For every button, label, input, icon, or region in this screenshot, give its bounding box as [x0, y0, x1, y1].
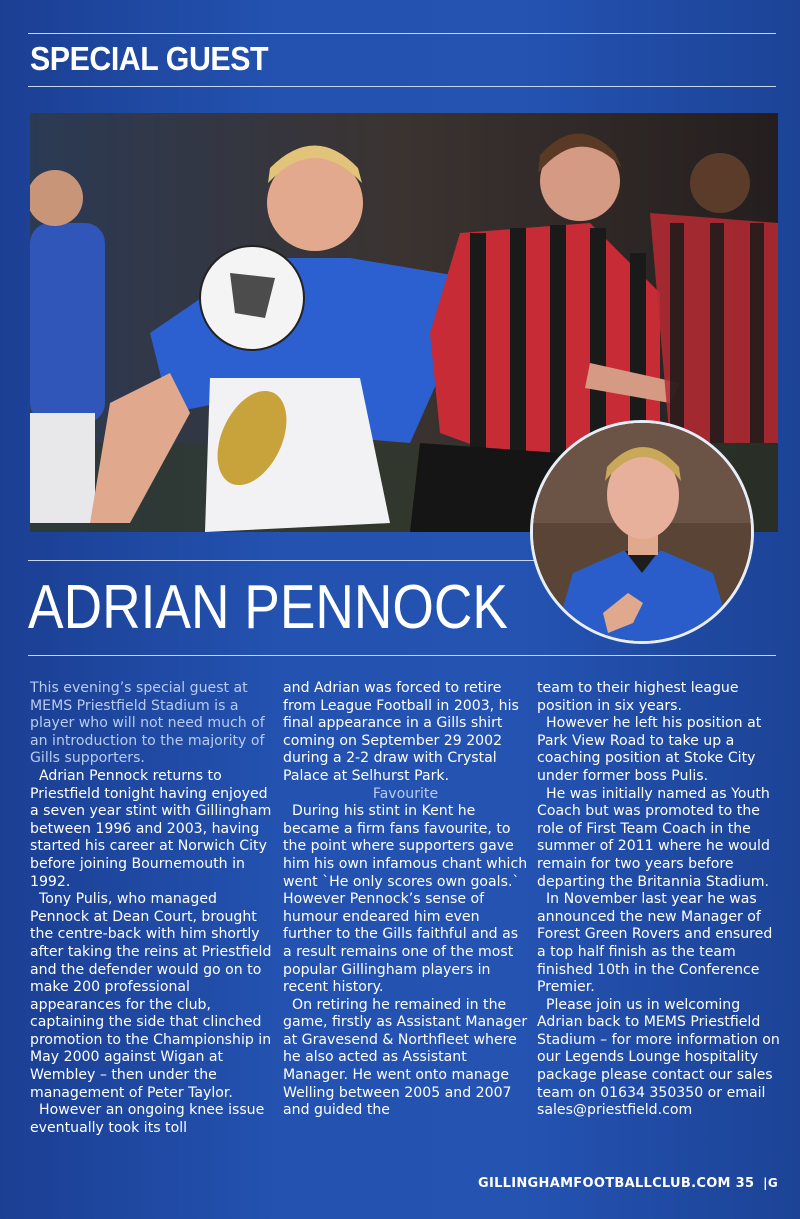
section-title: SPECIAL GUEST: [30, 40, 269, 77]
body-paragraph: and Adrian was forced to retire from League Football in 2003, his final appearance in a Gills shirt coming on September 29 2002 during a 2-2 draw with Crystal Palace at Selhurst Park.: [283, 680, 519, 784]
page-number: 35: [735, 1176, 755, 1191]
section-rule: [28, 86, 776, 87]
headline: ADRIAN PENNOCK: [28, 573, 508, 642]
top-rule: [28, 33, 776, 34]
footer-site: GILLINGHAMFOOTBALLCLUB.COM: [477, 1176, 731, 1191]
body-paragraph: During his stint in Kent he became a firm fans favourite, to the point where supporters gave him his own infamous chant which went `He only scores own goals.` However Pennock’s sense of humour endeared him even further to the Gills faithful and as a result remains one of the most popular Gillingham players in recent history.: [283, 803, 528, 996]
page-footer: [478, 1176, 778, 1191]
body-paragraph: In November last year he was announced the new Manager of Forest Green Rovers and ensured a top half finish as the team finished 10th in the Conference Premier.: [537, 891, 773, 996]
article-column-1: [30, 680, 275, 1137]
headline-bottom-rule: [28, 655, 776, 656]
body-paragraph: Tony Pulis, who managed Pennock at Dean Court, brought the centre-back with him shortly after taking the reins at Priestfield and the defender would go on to make 200 professional appearances for the club, captaining the side that clinched promotion to the Championship in May 2000 against Wigan at Wembley – then under the management of Peter Taylor.: [30, 891, 272, 1101]
body-paragraph: team to their highest league position in six years.: [537, 680, 739, 714]
club-logo-icon: |G: [763, 1176, 778, 1190]
headline-top-rule: [28, 560, 550, 561]
subheading: Favourite: [372, 785, 439, 802]
body-paragraph: However an ongoing knee issue eventually took its toll: [30, 1102, 265, 1136]
body-paragraph: Please join us in welcoming Adrian back to MEMS Priestfield Stadium – for more information on our Legends Lounge hospitality package please contact our sales team on 01634 350350 or email sales@priestfield.com: [537, 996, 780, 1119]
body-paragraph: Adrian Pennock returns to Priestfield tonight having enjoyed a seven year stint with Gillingham between 1996 and 2003, having started his career at Norwich City before joining Bournemouth in 1992.: [30, 767, 272, 890]
article-column-2: [283, 680, 528, 1120]
body-paragraph: However he left his position at Park View Road to take up a coaching position at Stoke City under former boss Pulis.: [537, 715, 762, 784]
body-paragraph: He was initially named as Youth Coach but was promoted to the role of First Team Coach in the summer of 2011 where he would remain for two years before departing the Britannia Stadium.: [537, 785, 770, 890]
intro-paragraph: This evening’s special guest at MEMS Priestfield Stadium is a player who will not need much of an introduction to the majority of Gills supporters.: [30, 680, 265, 767]
inset-photo: [530, 420, 754, 644]
article-column-3: [537, 680, 782, 1120]
body-paragraph: On retiring he remained in the game, firstly as Assistant Manager at Gravesend & Northfleet where he also acted as Assistant Manager. He went onto manage Welling between 2005 and 2007 and guided the: [283, 996, 528, 1119]
